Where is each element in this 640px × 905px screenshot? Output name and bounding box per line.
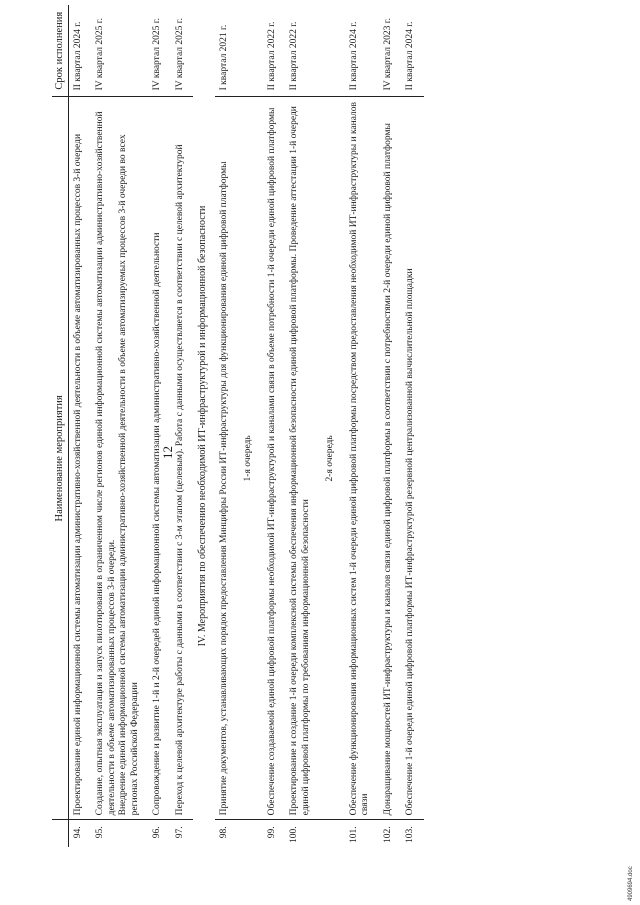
- row-due: II квартал 2022 г.: [289, 21, 299, 91]
- row-name: Проектирование единой информационной системы автоматизации административно-хозяйственной деятельности в объеме автоматизированных процессов 3-й очереди: [68, 97, 91, 820]
- row-name-part2: Внедрение единой информационной системы автоматизации административно-хозяйственной деятельности в объеме автоматизируемых процессов 3-й очереди во всех регионах Российской Федерации: [118, 134, 140, 816]
- row-number: 96.: [152, 826, 162, 839]
- row-number: 101.: [348, 826, 359, 843]
- row-due: IV квартал 2025 г.: [152, 18, 162, 91]
- row-due: IV квартал 2023 г.: [382, 18, 393, 91]
- row-name: Сопровождение и развитие 1-й и 2-й очередей единой информационной системы автоматизации административно-хозяйственной деятельности: [148, 97, 171, 820]
- row-due: I квартал 2021 г.: [218, 24, 229, 91]
- row-name-part1: Создание, опытная эксплуатация и запуск пилотирования в ограниченном числе регионов единой информационной системы автоматизации административно-хозяйственной деятельности в объеме автоматизированных процессов 3-й очереди.: [95, 111, 117, 816]
- row-due: IV квартал 2025 г.: [95, 18, 105, 91]
- table-row: [379, 5, 402, 847]
- row-due: IV квартал 2025 г.: [174, 18, 185, 91]
- table-row: [285, 5, 319, 847]
- row-due: II квартал 2024 г.: [348, 21, 359, 91]
- header-due: Срок исполнения: [52, 5, 68, 97]
- table-row: [68, 5, 91, 847]
- row-number: 97.: [174, 826, 185, 839]
- row-number: 100.: [289, 826, 299, 843]
- table-row: [345, 5, 379, 847]
- table-row: [263, 5, 286, 847]
- row-name: Переход к целевой архитектуре работы с данными в соответствии с 3-м этапом (целевым). Работа с данными осуществляется в соответствии с целевой архитектурой: [171, 97, 194, 820]
- row-due: II квартал 2022 г.: [266, 21, 277, 91]
- table-row: [91, 5, 148, 847]
- header-name: Наименование мероприятия: [52, 97, 68, 820]
- row-number: 102.: [382, 826, 393, 843]
- row-name: Донаращивание мощностей ИТ-инфраструктуры и каналов связи единой цифровой платформы в соответствии с потребностями 2-й очереди единой цифровой платформы: [379, 97, 402, 820]
- row-name: Принятие документов, устанавливающих порядок предоставления Минцифры России ИТ-инфраструктуры для функционирования единой цифровой платформы: [215, 97, 238, 820]
- queue-heading: 2-я очередь: [319, 97, 345, 820]
- row-number: 99.: [266, 826, 277, 839]
- queue-heading-row: [237, 5, 263, 847]
- row-name: [91, 97, 148, 820]
- row-number: 94.: [72, 826, 83, 839]
- page-number: 12: [160, 446, 175, 459]
- measures-table: [52, 5, 424, 847]
- queue-heading: 1-я очередь: [237, 97, 263, 820]
- row-name: Обеспечение функционирования информационных систем 1-й очереди единой цифровой платформы посредством предоставления необходимой ИТ-инфраструктуры и каналов связи: [345, 97, 379, 820]
- queue-heading-row: [319, 5, 345, 847]
- section-heading-row: [193, 5, 215, 847]
- row-due: II квартал 2024 г.: [72, 21, 83, 91]
- row-number: 98.: [218, 826, 229, 839]
- table-row: [171, 5, 194, 847]
- table-row: [401, 5, 424, 847]
- row-name: Обеспечение создаваемой единой цифровой платформы необходимой ИТ-инфраструктурой и каналами связи в объеме потребности 1-й очереди единой цифровой платформы: [263, 97, 286, 820]
- row-name: Проектирование и создание 1-й очереди комплексной системы обеспечения информационной безопасности единой цифровой платформы. Проведение аттестации 1-й очереди единой цифровой платформы по требованиям информационной безопасности: [285, 97, 319, 820]
- row-due: II квартал 2024 г.: [405, 21, 415, 91]
- row-number: 95.: [95, 826, 105, 839]
- table-header-row: [52, 5, 68, 847]
- row-number: 103.: [405, 826, 415, 843]
- file-footer: 4909694.doc: [628, 866, 634, 901]
- section-heading: IV. Мероприятия по обеспечению необходимой ИТ-инфраструктурой и информационной безопасности: [197, 205, 208, 647]
- table-row: [148, 5, 171, 847]
- table-row: [215, 5, 238, 847]
- row-name: Обеспечение 1-й очереди единой цифровой платформы ИТ-инфраструктурой резервной централизованной вычислительной площадки: [401, 97, 424, 820]
